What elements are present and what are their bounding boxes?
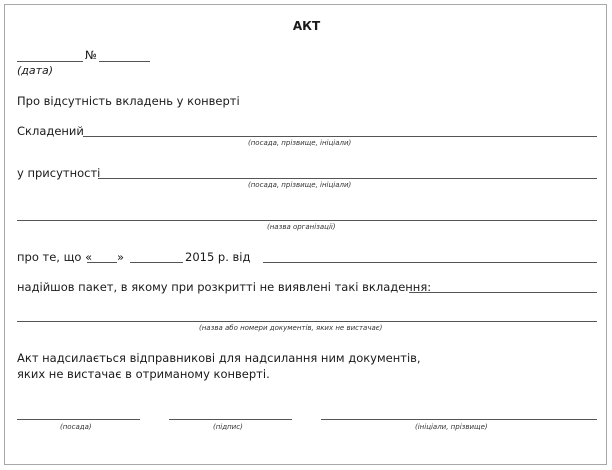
act-document — [4, 4, 607, 465]
composed-caption: (посада, прізвище, ініціали) — [248, 139, 352, 147]
attachments-blank[interactable] — [409, 292, 597, 293]
presence-caption: (посада, прізвище, ініціали) — [248, 181, 352, 189]
composed-blank[interactable] — [83, 136, 597, 137]
missing-docs-caption: (назва або номери документів, яких не вистачає) — [199, 324, 383, 332]
package-text: надійшов пакет, в якому при розкритті не виявлені такі вкладення: — [17, 280, 432, 294]
presence-label: у присутності — [17, 166, 101, 180]
composed-label: Складений — [17, 124, 84, 138]
closing-line-1: Акт надсилається відправникові для надсилання ним документів, — [17, 351, 421, 365]
date-quote-close: » — [117, 250, 125, 264]
date-blank[interactable] — [17, 61, 83, 62]
number-label: № — [85, 48, 97, 62]
year-text: 2015 р. від — [185, 250, 251, 264]
signature-blank[interactable] — [169, 419, 292, 420]
position-caption: (посада) — [60, 423, 92, 431]
month-blank[interactable] — [130, 262, 183, 263]
signature-caption: (підпис) — [213, 423, 243, 431]
number-blank[interactable] — [99, 61, 150, 62]
name-signature-blank[interactable] — [321, 419, 597, 420]
organization-caption: (назва організації) — [267, 223, 336, 231]
document-title: АКТ — [292, 19, 321, 33]
position-signature-blank[interactable] — [17, 419, 140, 420]
organization-blank[interactable] — [17, 220, 597, 221]
sender-blank[interactable] — [263, 262, 597, 263]
day-blank[interactable] — [87, 262, 117, 263]
closing-line-2: яких не вистачає в отриманому конверті. — [17, 367, 270, 381]
date-caption: (дата) — [17, 64, 54, 77]
name-caption: (ініціали, прізвище) — [415, 423, 488, 431]
missing-docs-blank[interactable] — [17, 321, 597, 322]
date-prefix: про те, що « — [17, 250, 93, 264]
presence-blank[interactable] — [98, 178, 597, 179]
subject-line: Про відсутність вкладень у конверті — [17, 94, 240, 108]
